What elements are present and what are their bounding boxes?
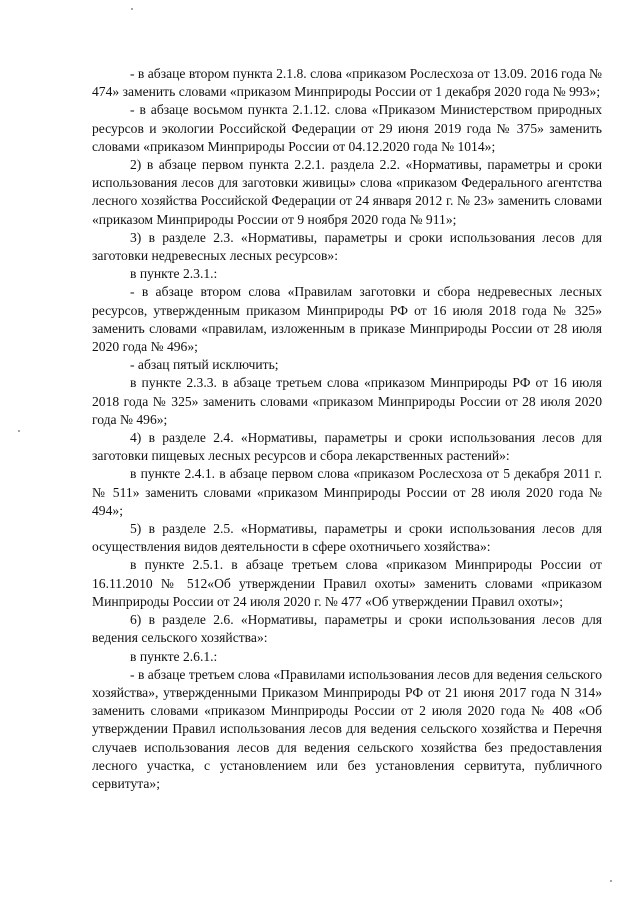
scan-speck xyxy=(18,430,20,432)
scan-speck xyxy=(610,880,612,882)
paragraph: 4) в разделе 2.4. «Нормативы, параметры и сроки использования лесов для заготовки пищевых лесных ресурсов и сбора лекарственных растений»: xyxy=(92,430,602,464)
paragraph: - в абзаце восьмом пункта 2.1.12. слова «Приказом Министерством природных ресурсов и экологии Российской Федерации от 29 июня 2019 года № 375» заменить словами «приказом Минприроды России от 04.12.2020 года № 1014»; xyxy=(92,102,602,154)
paragraph: в пункте 2.5.1. в абзаце третьем слова «приказом Минприроды России от 16.11.2010 № 512«Об утверждении Правил охоты» заменить словами «приказом Минприроды России от 24 июля 2020 г. № 477 «Об утверждении Правил охоты»; xyxy=(92,557,602,609)
paragraph: 5) в разделе 2.5. «Нормативы, параметры и сроки использования лесов для осуществления видов деятельности в сфере охотничьего хозяйства»: xyxy=(92,521,602,555)
paragraph: 6) в разделе 2.6. «Нормативы, параметры и сроки использования лесов для ведения сельского хозяйства»: xyxy=(92,612,602,646)
scan-speck xyxy=(131,8,133,10)
paragraph: - в абзаце втором слова «Правилам заготовки и сбора недревесных лесных ресурсов, утвержденным приказом Минприроды РФ от 16 июля 2018 года № 325» заменить словами «правилам, изложенным в приказе Минприроды России от 28 июля 2020 года № 496»; xyxy=(92,284,602,355)
paragraph: - в абзаце третьем слова «Правилами использования лесов для ведения сельского хозяйства», утвержденными Приказом Минприроды РФ от 21 июня 2017 года N 314» заменить словами «приказом Минприроды России от 2 июля 2020 года № 408 «Об утверждении Правил использования лесов для ведения сельского хозяйства и Перечня случаев использования лесов для ведения сельского хозяйства без предоставления лесного участка, с установлением или без установления сервитута, публичного сервитута»; xyxy=(92,666,602,791)
paragraph: в пункте 2.3.1.: xyxy=(130,266,218,282)
paragraph: 3) в разделе 2.3. «Нормативы, параметры и сроки использования лесов для заготовки недревесных лесных ресурсов»: xyxy=(92,229,602,264)
paragraph: в пункте 2.4.1. в абзаце первом слова «приказом Рослесхоза от 5 декабря 2011 г. № 511» заменить словами «приказом Минприроды России от 28 июля 2020 года № 494»; xyxy=(92,466,602,518)
paragraph: - в абзаце втором пункта 2.1.8. слова «приказом Рослесхоза от 13.09. 2016 года № 474» заменить словами «приказом Минприроды России от 1 декабря 2020 года № 993»; xyxy=(92,66,602,100)
paragraph: 2) в абзаце первом пункта 2.2.1. раздела 2.2. «Нормативы, параметры и сроки использования лесов для заготовки живицы» слова «приказом Федерального агентства лесного хозяйства Российской Федерации от 24 января 2012 г. № 23» заменить словами «приказом Минприроды России от 9 ноября 2020 года № 911»; xyxy=(92,157,602,227)
paragraph: в пункте 2.3.3. в абзаце третьем слова «приказом Минприроды РФ от 16 июля 2018 года № 325» заменить словами «приказом Минприроды России от 28 июля 2020 года № 496»; xyxy=(92,375,602,427)
paragraph: в пункте 2.6.1.: xyxy=(130,648,218,664)
document-body xyxy=(92,65,602,793)
paragraph: - абзац пятый исключить; xyxy=(130,357,279,373)
